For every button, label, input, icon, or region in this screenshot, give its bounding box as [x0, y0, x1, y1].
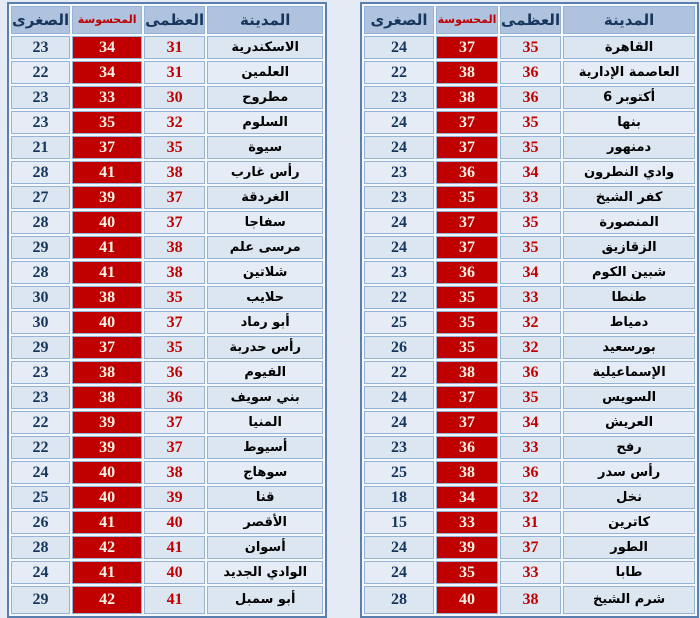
table-row	[364, 461, 695, 484]
min-temp-cell: 22	[11, 411, 70, 434]
feels-like-temp-cell: 42	[72, 586, 142, 614]
city-cell: بنها	[563, 111, 695, 134]
city-cell: الأقصر	[207, 511, 323, 534]
city-cell: سوهاج	[207, 461, 323, 484]
column-header-city: المدينة	[207, 6, 323, 34]
min-temp-cell: 23	[11, 361, 70, 384]
max-temp-cell: 34	[500, 261, 561, 284]
city-cell: شرم الشيخ	[563, 586, 695, 614]
city-cell: دمياط	[563, 311, 695, 334]
city-cell: حلايب	[207, 286, 323, 309]
table-row	[11, 61, 323, 84]
feels-like-temp-cell: 40	[72, 461, 142, 484]
min-temp-cell: 26	[364, 336, 434, 359]
feels-like-temp-cell: 37	[72, 136, 142, 159]
city-cell: 6 أكتوبر	[563, 86, 695, 109]
feels-like-temp-cell: 35	[436, 561, 498, 584]
city-cell: طنطا	[563, 286, 695, 309]
column-header-min: الصغرى	[364, 6, 434, 34]
table-row	[364, 336, 695, 359]
feels-like-temp-cell: 41	[72, 561, 142, 584]
feels-like-temp-cell: 38	[436, 86, 498, 109]
max-temp-cell: 37	[500, 536, 561, 559]
table-row	[11, 86, 323, 109]
table-row	[11, 336, 323, 359]
table-row	[11, 486, 323, 509]
max-temp-cell: 35	[500, 211, 561, 234]
feels-like-temp-cell: 38	[72, 386, 142, 409]
min-temp-cell: 23	[364, 161, 434, 184]
max-temp-cell: 40	[144, 511, 205, 534]
feels-like-temp-cell: 34	[72, 36, 142, 59]
min-temp-cell: 23	[11, 86, 70, 109]
min-temp-cell: 29	[11, 586, 70, 614]
city-cell: كاترين	[563, 511, 695, 534]
feels-like-temp-cell: 41	[72, 161, 142, 184]
max-temp-cell: 35	[500, 136, 561, 159]
feels-like-temp-cell: 40	[436, 586, 498, 614]
table-row	[11, 211, 323, 234]
feels-like-temp-cell: 33	[72, 86, 142, 109]
max-temp-cell: 38	[144, 236, 205, 259]
max-temp-cell: 35	[500, 36, 561, 59]
min-temp-cell: 24	[364, 536, 434, 559]
column-header-max: العظمى	[500, 6, 561, 34]
max-temp-cell: 32	[500, 486, 561, 509]
min-temp-cell: 25	[364, 311, 434, 334]
table-row	[364, 411, 695, 434]
city-cell: العلمين	[207, 61, 323, 84]
city-cell: الفيوم	[207, 361, 323, 384]
feels-like-temp-cell: 37	[72, 336, 142, 359]
max-temp-cell: 38	[500, 586, 561, 614]
min-temp-cell: 18	[364, 486, 434, 509]
table-row	[11, 111, 323, 134]
city-cell: سفاجا	[207, 211, 323, 234]
table-row	[11, 286, 323, 309]
min-temp-cell: 28	[11, 211, 70, 234]
table-row	[364, 61, 695, 84]
min-temp-cell: 29	[11, 336, 70, 359]
min-temp-cell: 24	[364, 386, 434, 409]
city-cell: أبو رماد	[207, 311, 323, 334]
table-row	[364, 136, 695, 159]
city-cell: نخل	[563, 486, 695, 509]
table-row	[11, 361, 323, 384]
feels-like-temp-cell: 38	[436, 361, 498, 384]
min-temp-cell: 24	[364, 136, 434, 159]
feels-like-temp-cell: 40	[72, 311, 142, 334]
table-row	[364, 486, 695, 509]
city-cell: شبين الكوم	[563, 261, 695, 284]
city-cell: السويس	[563, 386, 695, 409]
feels-like-temp-cell: 41	[72, 261, 142, 284]
feels-like-temp-cell: 37	[436, 386, 498, 409]
table-row	[364, 561, 695, 584]
max-temp-cell: 34	[500, 161, 561, 184]
city-cell: رأس غارب	[207, 161, 323, 184]
table-row	[11, 536, 323, 559]
table-row	[364, 111, 695, 134]
max-temp-cell: 36	[500, 86, 561, 109]
feels-like-temp-cell: 35	[436, 286, 498, 309]
min-temp-cell: 30	[11, 311, 70, 334]
feels-like-temp-cell: 37	[436, 111, 498, 134]
table-row	[11, 261, 323, 284]
city-cell: وادي النطرون	[563, 161, 695, 184]
city-cell: العاصمة الإدارية	[563, 61, 695, 84]
feels-like-temp-cell: 39	[436, 536, 498, 559]
city-cell: القاهرة	[563, 36, 695, 59]
min-temp-cell: 23	[364, 86, 434, 109]
min-temp-cell: 24	[364, 111, 434, 134]
table-row	[364, 36, 695, 59]
min-temp-cell: 15	[364, 511, 434, 534]
city-cell: أسوان	[207, 536, 323, 559]
column-header-feels: المحسوسة	[72, 6, 142, 34]
max-temp-cell: 37	[144, 436, 205, 459]
max-temp-cell: 38	[144, 161, 205, 184]
min-temp-cell: 23	[11, 36, 70, 59]
max-temp-cell: 32	[500, 336, 561, 359]
min-temp-cell: 21	[11, 136, 70, 159]
feels-like-temp-cell: 38	[72, 361, 142, 384]
city-cell: سيوة	[207, 136, 323, 159]
city-cell: المنيا	[207, 411, 323, 434]
min-temp-cell: 24	[364, 561, 434, 584]
min-temp-cell: 24	[11, 461, 70, 484]
max-temp-cell: 36	[500, 61, 561, 84]
table-row	[364, 511, 695, 534]
max-temp-cell: 40	[144, 561, 205, 584]
table-row	[11, 236, 323, 259]
feels-like-temp-cell: 37	[436, 211, 498, 234]
table-row	[364, 86, 695, 109]
max-temp-cell: 35	[144, 286, 205, 309]
max-temp-cell: 38	[144, 261, 205, 284]
city-cell: بورسعيد	[563, 336, 695, 359]
feels-like-temp-cell: 38	[436, 61, 498, 84]
table-row	[11, 561, 323, 584]
city-cell: شلاتين	[207, 261, 323, 284]
feels-like-temp-cell: 37	[436, 36, 498, 59]
feels-like-temp-cell: 34	[72, 61, 142, 84]
min-temp-cell: 24	[364, 236, 434, 259]
max-temp-cell: 37	[144, 186, 205, 209]
city-cell: قنا	[207, 486, 323, 509]
feels-like-temp-cell: 35	[436, 336, 498, 359]
max-temp-cell: 32	[500, 311, 561, 334]
min-temp-cell: 22	[11, 436, 70, 459]
min-temp-cell: 24	[364, 411, 434, 434]
city-cell: المنصورة	[563, 211, 695, 234]
table-row	[364, 386, 695, 409]
feels-like-temp-cell: 35	[72, 111, 142, 134]
left-table-header	[11, 6, 323, 34]
feels-like-temp-cell: 36	[436, 161, 498, 184]
min-temp-cell: 30	[11, 286, 70, 309]
max-temp-cell: 32	[144, 111, 205, 134]
header-row	[11, 6, 323, 34]
left-table-body	[11, 36, 323, 614]
max-temp-cell: 35	[500, 111, 561, 134]
feels-like-temp-cell: 37	[436, 236, 498, 259]
right-table-header	[364, 6, 695, 34]
feels-like-temp-cell: 34	[436, 486, 498, 509]
table-row	[11, 511, 323, 534]
max-temp-cell: 39	[144, 486, 205, 509]
city-cell: الزقازيق	[563, 236, 695, 259]
max-temp-cell: 34	[500, 411, 561, 434]
table-row	[11, 586, 323, 614]
min-temp-cell: 25	[364, 461, 434, 484]
table-row	[364, 536, 695, 559]
min-temp-cell: 23	[364, 436, 434, 459]
feels-like-temp-cell: 35	[436, 311, 498, 334]
table-row	[364, 586, 695, 614]
table-row	[11, 436, 323, 459]
table-row	[364, 161, 695, 184]
max-temp-cell: 31	[500, 511, 561, 534]
max-temp-cell: 36	[144, 361, 205, 384]
feels-like-temp-cell: 36	[436, 436, 498, 459]
table-row	[11, 136, 323, 159]
max-temp-cell: 41	[144, 536, 205, 559]
feels-like-temp-cell: 40	[72, 211, 142, 234]
table-row	[11, 411, 323, 434]
header-row	[364, 6, 695, 34]
max-temp-cell: 38	[144, 461, 205, 484]
min-temp-cell: 23	[11, 386, 70, 409]
min-temp-cell: 27	[11, 186, 70, 209]
feels-like-temp-cell: 37	[436, 411, 498, 434]
column-header-max: العظمى	[144, 6, 205, 34]
min-temp-cell: 28	[11, 161, 70, 184]
max-temp-cell: 37	[144, 211, 205, 234]
min-temp-cell: 29	[11, 236, 70, 259]
min-temp-cell: 22	[364, 361, 434, 384]
table-row	[364, 311, 695, 334]
city-cell: الطور	[563, 536, 695, 559]
city-cell: رأس سدر	[563, 461, 695, 484]
max-temp-cell: 36	[500, 361, 561, 384]
max-temp-cell: 35	[500, 236, 561, 259]
table-row	[11, 311, 323, 334]
max-temp-cell: 31	[144, 36, 205, 59]
min-temp-cell: 22	[11, 61, 70, 84]
feels-like-temp-cell: 39	[72, 411, 142, 434]
city-cell: رفح	[563, 436, 695, 459]
right-weather-table	[360, 2, 699, 618]
table-row	[11, 386, 323, 409]
city-cell: الوادي الجديد	[207, 561, 323, 584]
feels-like-temp-cell: 38	[436, 461, 498, 484]
table-row	[364, 211, 695, 234]
city-cell: دمنهور	[563, 136, 695, 159]
city-cell: الإسماعيلية	[563, 361, 695, 384]
min-temp-cell: 23	[364, 186, 434, 209]
city-cell: مطروح	[207, 86, 323, 109]
table-row	[11, 161, 323, 184]
min-temp-cell: 22	[364, 286, 434, 309]
max-temp-cell: 35	[144, 336, 205, 359]
feels-like-temp-cell: 35	[436, 186, 498, 209]
city-cell: الاسكندرية	[207, 36, 323, 59]
max-temp-cell: 37	[144, 311, 205, 334]
city-cell: رأس حدربة	[207, 336, 323, 359]
min-temp-cell: 23	[364, 261, 434, 284]
max-temp-cell: 33	[500, 286, 561, 309]
right-table-body	[364, 36, 695, 614]
min-temp-cell: 25	[11, 486, 70, 509]
city-cell: أبو سمبل	[207, 586, 323, 614]
min-temp-cell: 28	[11, 536, 70, 559]
min-temp-cell: 24	[364, 36, 434, 59]
min-temp-cell: 22	[364, 61, 434, 84]
column-header-min: الصغرى	[11, 6, 70, 34]
city-cell: أسيوط	[207, 436, 323, 459]
max-temp-cell: 33	[500, 561, 561, 584]
table-row	[364, 436, 695, 459]
min-temp-cell: 23	[11, 111, 70, 134]
column-header-city: المدينة	[563, 6, 695, 34]
max-temp-cell: 33	[500, 436, 561, 459]
city-cell: الغردقة	[207, 186, 323, 209]
max-temp-cell: 31	[144, 61, 205, 84]
city-cell: بني سويف	[207, 386, 323, 409]
left-weather-table	[7, 2, 327, 618]
feels-like-temp-cell: 33	[436, 511, 498, 534]
feels-like-temp-cell: 42	[72, 536, 142, 559]
table-row	[11, 186, 323, 209]
min-temp-cell: 26	[11, 511, 70, 534]
city-cell: السلوم	[207, 111, 323, 134]
city-cell: العريش	[563, 411, 695, 434]
city-cell: طابا	[563, 561, 695, 584]
feels-like-temp-cell: 38	[72, 286, 142, 309]
min-temp-cell: 24	[364, 211, 434, 234]
feels-like-temp-cell: 39	[72, 186, 142, 209]
table-row	[364, 286, 695, 309]
min-temp-cell: 28	[364, 586, 434, 614]
feels-like-temp-cell: 36	[436, 261, 498, 284]
feels-like-temp-cell: 39	[72, 436, 142, 459]
max-temp-cell: 30	[144, 86, 205, 109]
table-row	[364, 361, 695, 384]
min-temp-cell: 28	[11, 261, 70, 284]
city-cell: كفر الشيخ	[563, 186, 695, 209]
city-cell: مرسى علم	[207, 236, 323, 259]
max-temp-cell: 41	[144, 586, 205, 614]
table-row	[364, 261, 695, 284]
table-row	[364, 186, 695, 209]
max-temp-cell: 33	[500, 186, 561, 209]
max-temp-cell: 36	[500, 461, 561, 484]
max-temp-cell: 36	[144, 386, 205, 409]
column-header-feels: المحسوسة	[436, 6, 498, 34]
table-row	[11, 36, 323, 59]
max-temp-cell: 35	[500, 386, 561, 409]
feels-like-temp-cell: 41	[72, 236, 142, 259]
max-temp-cell: 37	[144, 411, 205, 434]
max-temp-cell: 35	[144, 136, 205, 159]
feels-like-temp-cell: 41	[72, 511, 142, 534]
table-row	[11, 461, 323, 484]
table-row	[364, 236, 695, 259]
min-temp-cell: 24	[11, 561, 70, 584]
feels-like-temp-cell: 40	[72, 486, 142, 509]
feels-like-temp-cell: 37	[436, 136, 498, 159]
